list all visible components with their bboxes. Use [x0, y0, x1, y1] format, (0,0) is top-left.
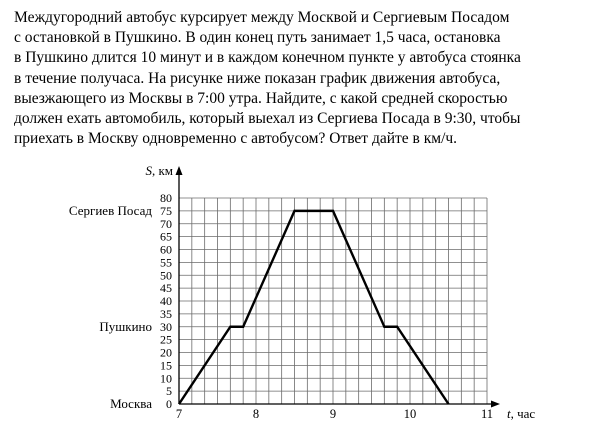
y-tick-label: 60 [160, 242, 172, 257]
problem-line: приехать в Москву одновременно с автобусом? Ответ дайте в км/ч. [14, 130, 458, 148]
x-tick-label: 9 [329, 407, 337, 421]
y-tick-label: 45 [160, 281, 172, 296]
problem-line: выезжающего из Москвы в 7:00 утра. Найдите, с какой средней скоростью [14, 89, 508, 107]
x-tick-label: 8 [252, 407, 260, 421]
y-tick-label: 65 [160, 229, 172, 244]
y-tick-label: 80 [160, 191, 172, 205]
y-tick-label: 50 [160, 268, 172, 283]
y-tick-label: 0 [166, 397, 172, 411]
y-tick-label: 5 [166, 384, 172, 399]
problem-line: с остановкой в Пушкино. В один конец путь занимает 1,5 часа, остановка [14, 29, 501, 47]
place-label: Сергиев Посад [68, 202, 152, 218]
x-tick-label: 10 [403, 407, 417, 421]
x-axis-title: t, час [507, 406, 536, 421]
y-axis-arrow-icon [176, 166, 183, 175]
y-tick-label: 75 [160, 203, 172, 218]
x-tick-label: 11 [480, 407, 494, 421]
y-tick-label: 15 [160, 358, 172, 373]
problem-line: в течение получаса. На рисунке ниже показан график движения автобуса, [14, 69, 501, 87]
y-tick-label: 20 [160, 345, 172, 360]
y-tick-label: 35 [160, 306, 172, 321]
bus-route-line [179, 211, 449, 404]
y-tick-label: 10 [160, 371, 172, 386]
problem-line: в Пушкино длится 10 минут и в каждом конечном пункте у автобуса стоянка [14, 49, 521, 67]
y-tick-label: 70 [160, 216, 172, 231]
y-tick-label: 25 [160, 332, 172, 347]
y-tick-label: 40 [160, 294, 172, 308]
x-tick-label: 7 [175, 407, 183, 421]
place-label: Москва [110, 396, 152, 411]
y-axis-title: S, км [145, 163, 173, 178]
y-tick-label: 30 [160, 319, 172, 334]
problem-line: должен ехать автомобиль, который выехал из Сергиева Посада в 9:30, чтобы [14, 110, 521, 128]
y-tick-label: 55 [160, 255, 172, 270]
place-label: Пушкино [99, 318, 152, 334]
problem-line: Междугородний автобус курсирует между Москвой и Сергиевым Посадом [14, 9, 510, 26]
